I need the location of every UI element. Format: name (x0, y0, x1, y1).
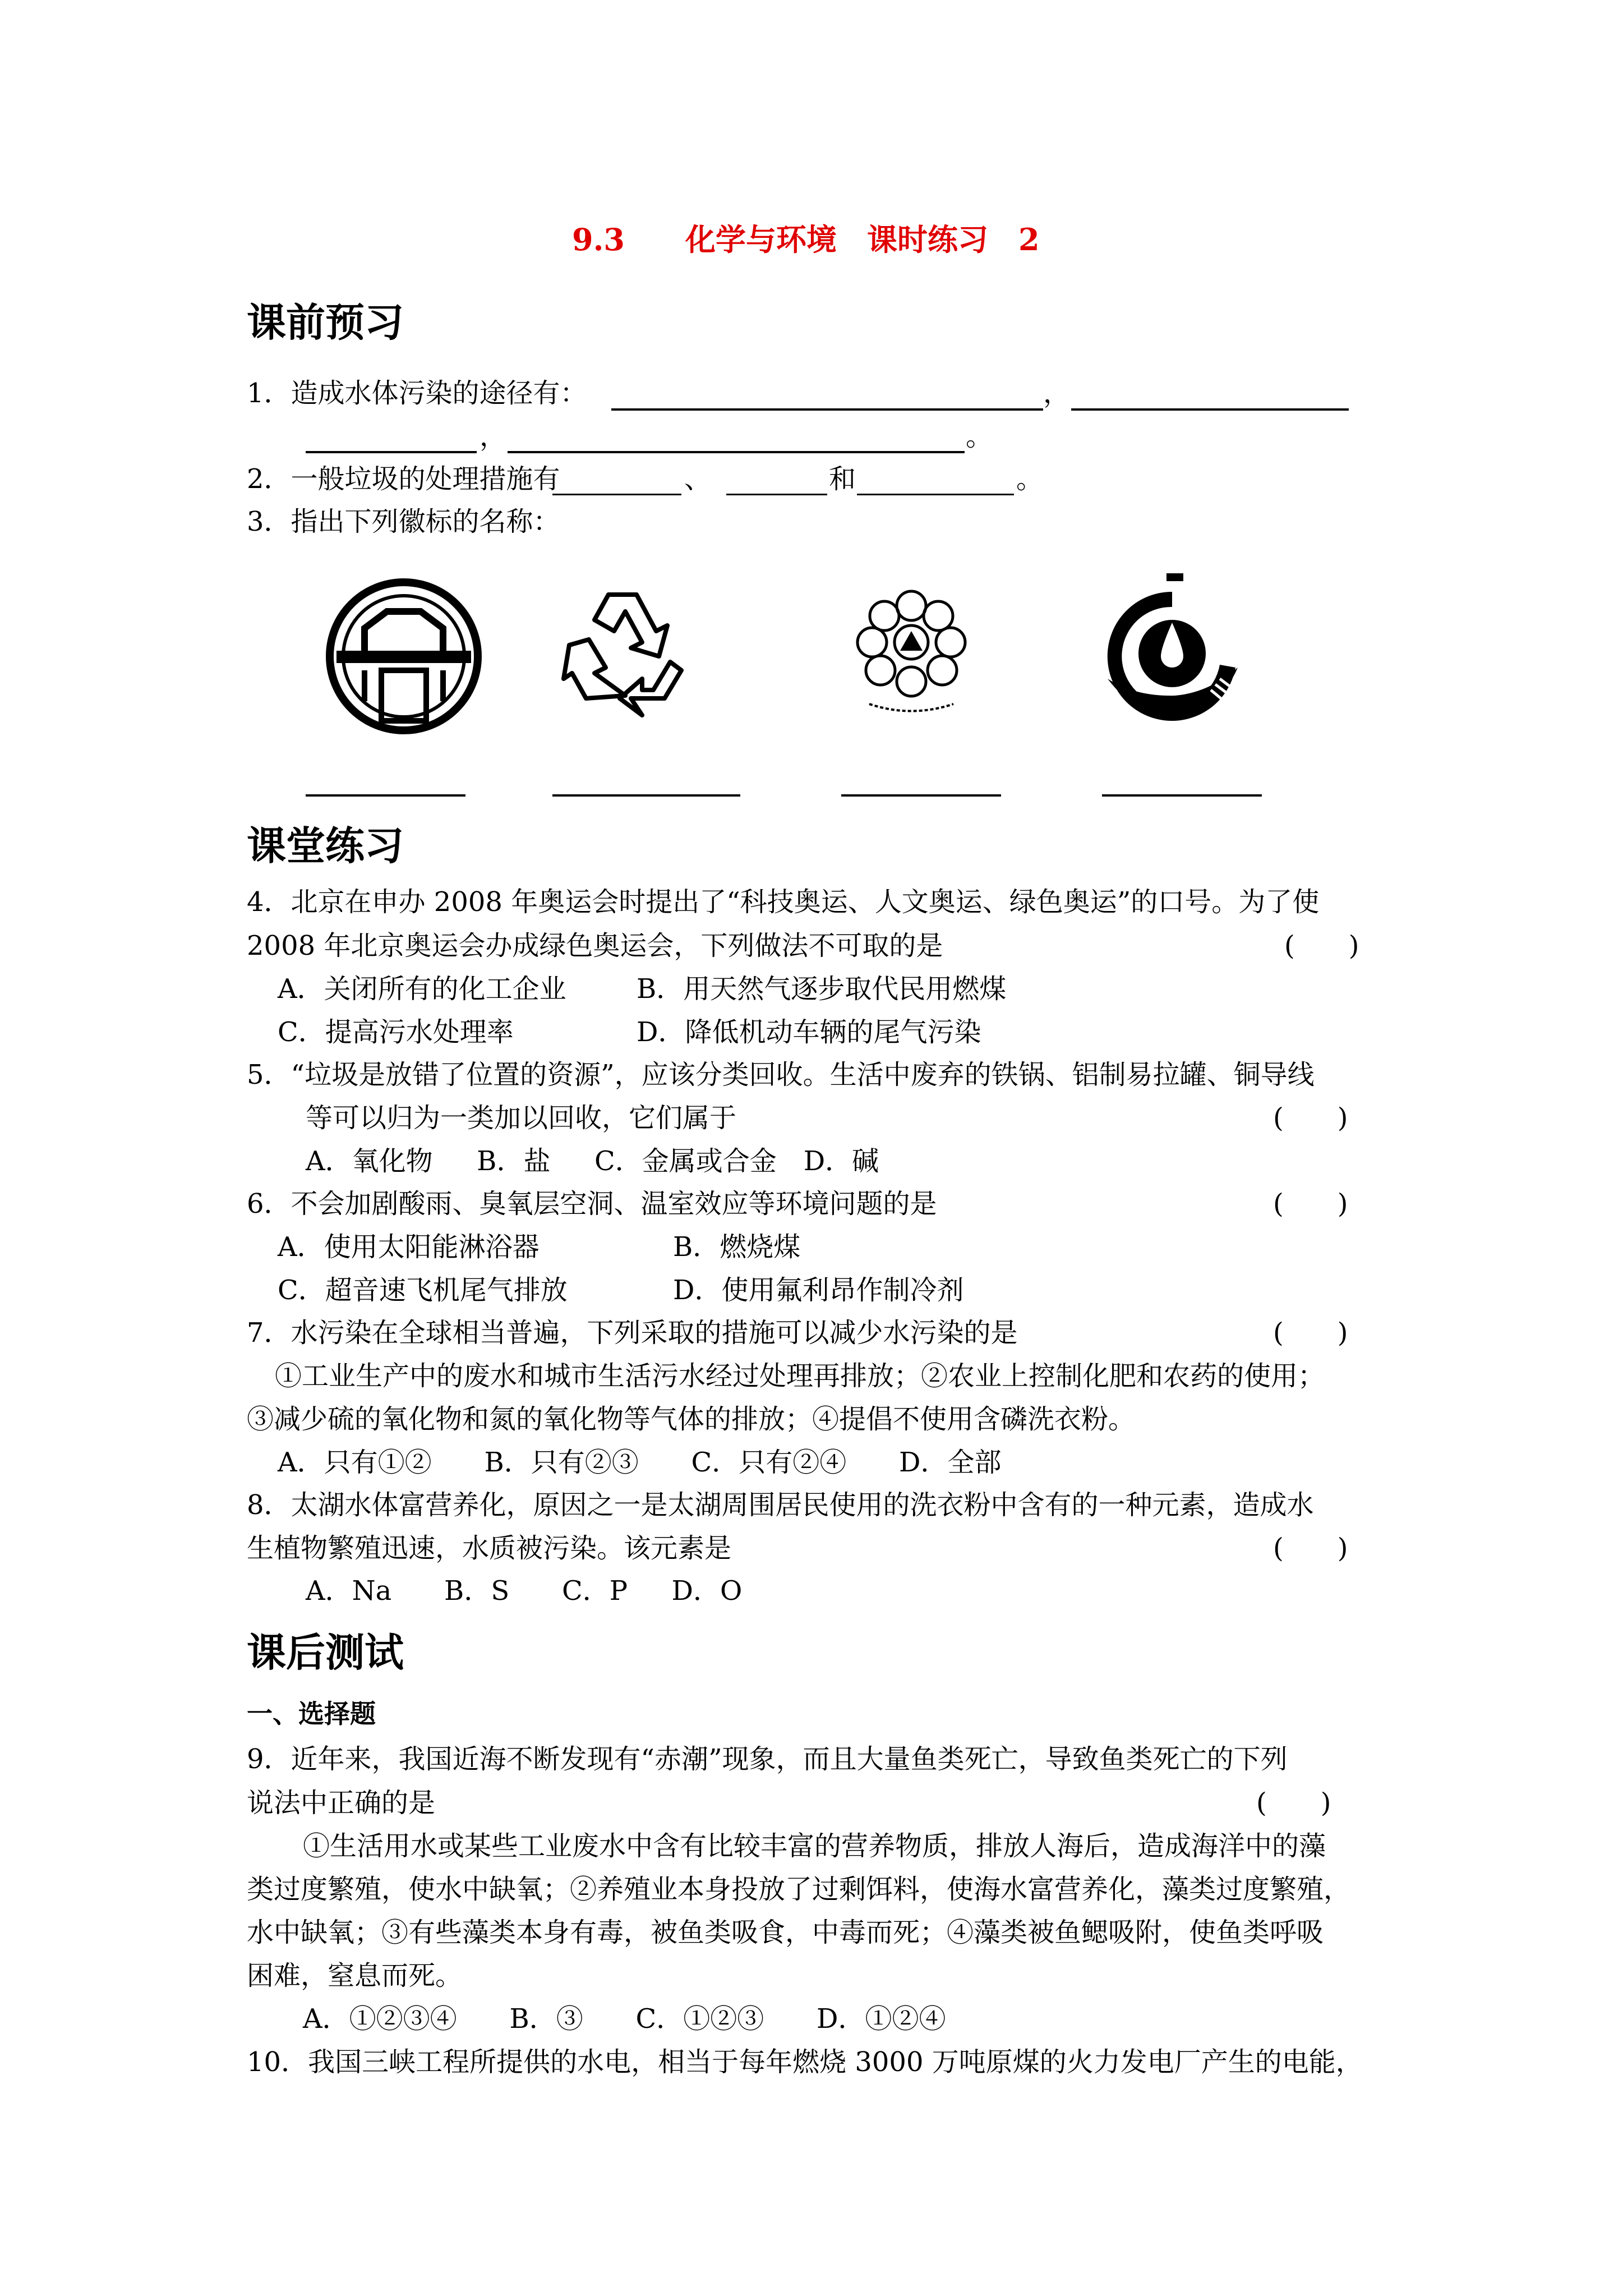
options: A．Na B．S C．P D．O (306, 1575, 743, 1607)
options: A．只有①② B．只有②③ C．只有②④ D．全部 (278, 1447, 1002, 1478)
question-9-line-2: 说法中正确的是 (247, 1787, 436, 1819)
question-3: 3．指出下列徽标的名称： (247, 506, 560, 537)
flower-ring-emblem-icon (847, 583, 976, 718)
answer-blank[interactable] (726, 494, 827, 495)
question-9-line-1: 9．近年来，我国近海不断发现有“赤潮”现象，而且大量鱼类死亡，导致鱼类死亡的下列 (247, 1743, 1288, 1775)
punct: ， (1043, 378, 1071, 409)
question-8-line-1: 8．太湖水体富营养化，原因之一是太湖周围居民使用的洗衣粉中含有的一种元素，造成水 (247, 1489, 1314, 1521)
question-4-line-1: 4．北京在申办 2008 年奥运会时提出了“科技奥运、人文奥运、绿色奥运”的口号。为了使 (247, 886, 1320, 918)
question-9-line-4: 类过度繁殖，使水中缺氧；②养殖业本身投放了过剩饵料，使海水富营养化，藻类过度繁殖， (247, 1874, 1351, 1905)
question-7-line-2: ①工业生产中的废水和城市生活污水经过处理再排放；②农业上控制化肥和农药的使用； (275, 1360, 1325, 1392)
answer-paren[interactable]: ( ) (1284, 930, 1359, 961)
question-7-line-3: ③减少硫的氧化物和氮的氧化物等气体的排放；④提倡不使用含磷洗衣粉。 (247, 1404, 1136, 1435)
option-c: C．超音速飞机尾气排放 (278, 1274, 568, 1306)
punct: 、 (684, 463, 712, 495)
question-5-line-1: 5．“垃圾是放错了位置的资源”，应该分类回收。生活中废弃的铁锅、铝制易拉罐、铜导线 (247, 1059, 1315, 1091)
question-9-line-5: 水中缺氧；③有些藻类本身有毒，被鱼类吸食，中毒而死；④藻类被鱼鳃吸附，使鱼类呼吸 (247, 1917, 1324, 1948)
recycle-icon (552, 578, 693, 724)
question-8-line-2: 生植物繁殖迅速，水质被污染。该元素是 (247, 1533, 732, 1564)
question-9-line-3: ①生活用水或某些工业废水中含有比较丰富的营养物质，排放人海后，造成海洋中的藻 (303, 1830, 1326, 1862)
question-10-line-1: 10．我国三峡工程所提供的水电，相当于每年燃烧 3000 万吨原煤的火力发电厂产生的电能， (247, 2046, 1363, 2078)
answer-blank[interactable] (611, 408, 1043, 411)
logo-answer-blank[interactable] (841, 794, 1001, 797)
question-9-line-6: 困难，窒息而死。 (247, 1960, 463, 1991)
station-emblem-icon (314, 572, 494, 740)
option-d: D．降低机动车辆的尾气污染 (637, 1016, 981, 1048)
question-5-line-2: 等可以归为一类加以回收，它们属于 (306, 1102, 737, 1134)
section-heading-pre: 课前预习 (247, 300, 404, 346)
option-b: B．用天然气逐步取代民用燃煤 (637, 973, 1007, 1005)
option-b: B．燃烧煤 (673, 1231, 801, 1263)
option-c: C．提高污水处理率 (278, 1016, 514, 1048)
logo-answer-blank[interactable] (1102, 794, 1262, 797)
option-a: A．关闭所有的化工企业 (278, 973, 566, 1005)
question-2: 2．一般垃圾的处理措施有 (247, 463, 560, 495)
answer-blank[interactable] (306, 451, 477, 453)
punct: 。 (1016, 463, 1044, 495)
options: A．①②③④ B．③ C．①②③ D．①②④ (303, 2003, 946, 2035)
answer-paren[interactable]: ( ) (1256, 1787, 1331, 1819)
answer-paren[interactable]: ( ) (1273, 1188, 1348, 1220)
answer-paren[interactable]: ( ) (1273, 1317, 1348, 1349)
section-heading-class: 课堂练习 (247, 823, 404, 869)
punct: ， (479, 421, 507, 452)
logo-answer-blank[interactable] (552, 794, 740, 797)
page-title: 9.3 化学与环境 课时练习 2 (572, 222, 1040, 257)
answer-blank[interactable] (552, 494, 681, 495)
answer-blank[interactable] (857, 494, 1014, 495)
answer-paren[interactable]: ( ) (1273, 1102, 1348, 1134)
option-a: A．使用太阳能淋浴器 (278, 1231, 540, 1263)
option-d: D．使用氟利昂作制冷剂 (673, 1274, 964, 1306)
subsection-heading: 一、选择题 (247, 1699, 376, 1729)
water-saving-icon (1091, 572, 1253, 735)
answer-blank[interactable] (1071, 408, 1349, 411)
options: A．氧化物 B．盐 C．金属或合金 D．碱 (306, 1145, 879, 1177)
answer-blank[interactable] (508, 451, 965, 453)
punct: 。 (966, 421, 993, 452)
section-heading-post: 课后测试 (247, 1630, 404, 1676)
question-1: 1．造成水体污染的途径有： (247, 378, 587, 409)
question-6: 6．不会加剧酸雨、臭氧层空洞、温室效应等环境问题的是 (247, 1188, 937, 1220)
answer-paren[interactable]: ( ) (1273, 1533, 1348, 1564)
punct: 和 (829, 463, 856, 495)
question-4-line-2: 2008 年北京奥运会办成绿色奥运会，下列做法不可取的是 (247, 930, 943, 961)
logo-answer-blank[interactable] (306, 794, 465, 797)
question-7-line-1: 7．水污染在全球相当普遍，下列采取的措施可以减少水污染的是 (247, 1317, 1018, 1349)
